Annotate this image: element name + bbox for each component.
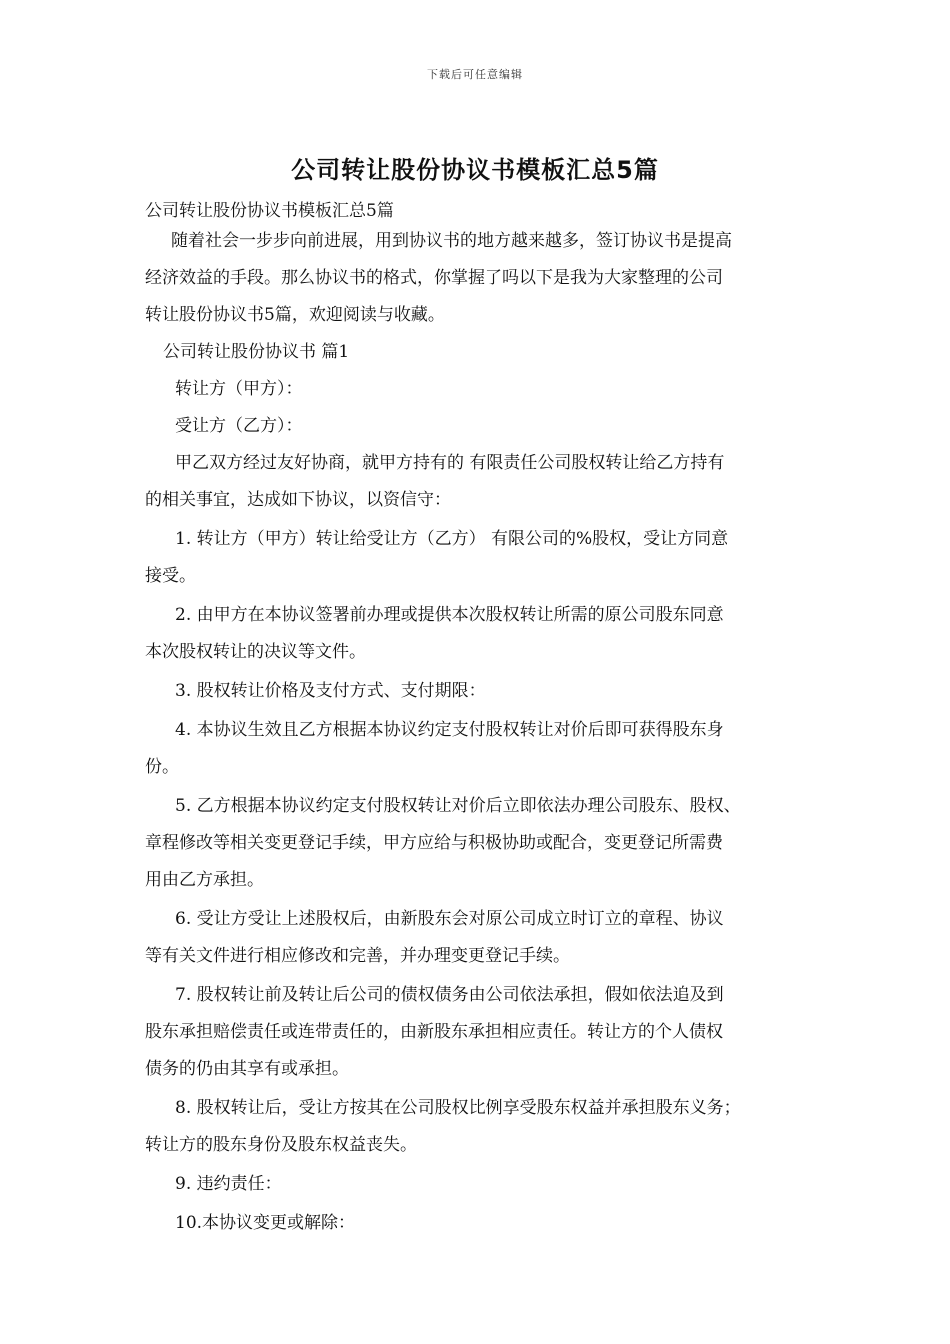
party-line: 转让方（甲方）： xyxy=(175,379,303,399)
clause-line: 1. 转让方（甲方）转让给受让方（乙方） 有限公司的%股权，受让方同意 xyxy=(175,529,729,549)
paragraph-line: 甲乙双方经过友好协商，就甲方持有的 有限责任公司股权转让给乙方持有 xyxy=(175,453,725,473)
document-body xyxy=(145,196,825,1238)
header-note: 下载后可任意编辑 xyxy=(427,68,523,81)
clause-line: 份。 xyxy=(145,757,179,777)
clause-line: 4. 本协议生效且乙方根据本协议约定支付股权转让对价后即可获得股东身 xyxy=(175,720,724,740)
party-line: 受让方（乙方）： xyxy=(175,416,303,436)
clause-line: 接受。 xyxy=(145,566,196,586)
paragraph-line: 随着社会一步步向前进展，用到协议书的地方越来越多，签订协议书是提高 xyxy=(171,231,732,251)
paragraph-line: 经济效益的手段。那么协议书的格式，你掌握了吗以下是我为大家整理的公司 xyxy=(145,268,723,288)
clause-line: 股东承担赔偿责任或连带责任的，由新股东承担相应责任。转让方的个人债权 xyxy=(145,1022,723,1042)
clause-line: 转让方的股东身份及股东权益丧失。 xyxy=(145,1135,417,1155)
section-heading: 公司转让股份协议书 篇1 xyxy=(163,342,350,362)
clause-line: 6. 受让方受让上述股权后，由新股东会对原公司成立时订立的章程、协议 xyxy=(175,909,724,929)
clause-line: 债务的仍由其享有或承担。 xyxy=(145,1059,349,1079)
clause-line: 10.本协议变更或解除： xyxy=(175,1213,356,1233)
clause-line: 用由乙方承担。 xyxy=(145,870,264,890)
document-title: 公司转让股份协议书模板汇总5篇 xyxy=(291,156,659,184)
clause-line: 9. 违约责任： xyxy=(175,1174,282,1194)
subtitle-line: 公司转让股份协议书模板汇总5篇 xyxy=(145,201,394,221)
clause-line: 5. 乙方根据本协议约定支付股权转让对价后立即依法办理公司股东、股权、 xyxy=(175,796,741,816)
clause-line: 章程修改等相关变更登记手续，甲方应给与积极协助或配合，变更登记所需费 xyxy=(145,833,723,853)
paragraph-line: 转让股份协议书5篇，欢迎阅读与收藏。 xyxy=(145,305,445,325)
clause-line: 本次股权转让的决议等文件。 xyxy=(145,642,366,662)
clause-line: 7. 股权转让前及转让后公司的债权债务由公司依法承担，假如依法追及到 xyxy=(175,985,724,1005)
clause-line: 3. 股权转让价格及支付方式、支付期限： xyxy=(175,681,486,701)
clause-line: 等有关文件进行相应修改和完善，并办理变更登记手续。 xyxy=(145,946,570,966)
clause-line: 2. 由甲方在本协议签署前办理或提供本次股权转让所需的原公司股东同意 xyxy=(175,605,724,625)
paragraph-line: 的相关事宜，达成如下协议，以资信守： xyxy=(145,490,451,510)
clause-line: 8. 股权转让后，受让方按其在公司股权比例享受股东权益并承担股东义务； xyxy=(175,1098,741,1118)
